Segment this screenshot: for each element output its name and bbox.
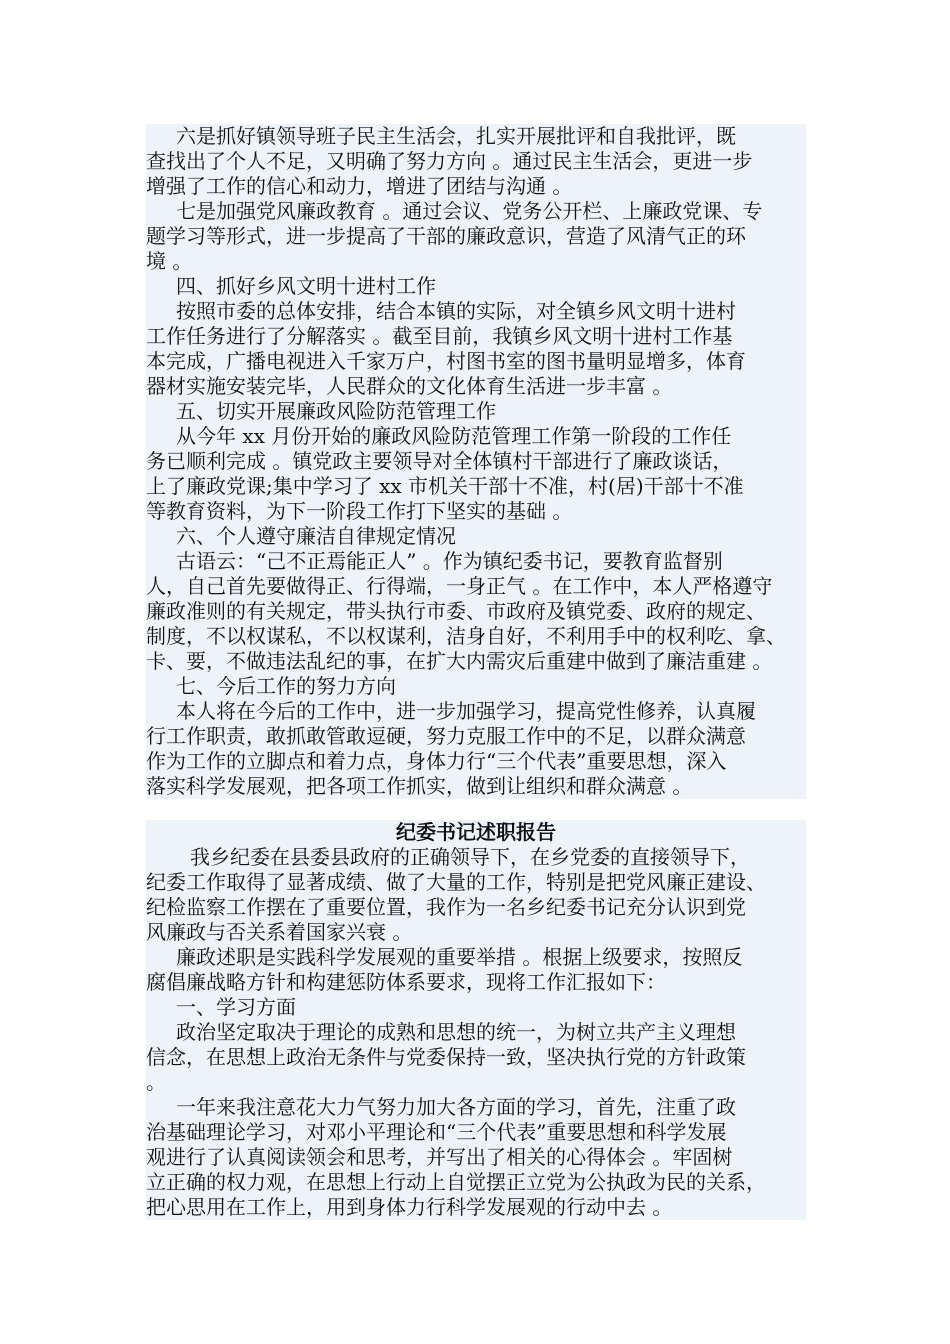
- paragraph-line: 务已顺利完成 。镇党政主要领导对全体镇村干部进行了廉政谈话，: [146, 449, 733, 473]
- paragraph-line: 境 。: [146, 249, 193, 273]
- paragraph-line: 人，自己首先要做得正、行得端，一身正气 。在工作中，本人严格遵守: [146, 574, 773, 598]
- paragraph-line: 把心思用在工作上，用到身体力行科学发展观的行动中去 。: [146, 1195, 673, 1219]
- paragraph-line: 工作任务进行了分解落实 。截至目前，我镇乡风文明十进村工作基: [146, 324, 733, 348]
- paragraph-line: 本人将在今后的工作中，进一步加强学习，提高党性修养，认真履: [176, 699, 756, 723]
- paragraph-line: 一年来我注意花大力气努力加大各方面的学习，首先，注重了政: [176, 1095, 736, 1119]
- paragraph-line: 我乡纪委在县委县政府的正确领导下，在乡党委的直接领导下，: [190, 845, 750, 869]
- paragraph-line: 廉政准则的有关规定，带头执行市委、市政府及镇党委、政府的规定、: [146, 599, 766, 623]
- paragraph-line: 治基础理论学习，对邓小平理论和“三个代表”重要思想和科学发展: [146, 1120, 727, 1144]
- paragraph-line: 腐倡廉战略方针和构建惩防体系要求，现将工作汇报如下：: [146, 970, 666, 994]
- paragraph-line: 纪委工作取得了显著成绩、做了大量的工作，特别是把党风廉正建设、: [146, 870, 766, 894]
- paragraph-line: 风廉政与否关系着国家兴衰 。: [146, 920, 413, 944]
- paragraph-line: 七是加强党风廉政教育 。通过会议、党务公开栏、上廉政党课、专: [176, 199, 763, 223]
- paragraph-line: 上了廉政党课;集中学习了 xx 市机关干部十不准，村(居)干部十不准: [146, 474, 744, 498]
- paragraph-line: 本完成，广播电视进入千家万户，村图书室的图书量明显增多，体育: [146, 349, 746, 373]
- paragraph-line: 作为工作的立脚点和着力点，身体力行“三个代表”重要思想，深入: [146, 749, 727, 773]
- paragraph-line: 古语云：“己不正焉能正人” 。作为镇纪委书记，要教育监督别: [176, 549, 723, 573]
- paragraph-line: 制度，不以权谋私，不以权谋利，洁身自好，不利用手中的权利吃、拿、: [146, 624, 786, 648]
- paragraph-line: 器材实施安装完毕，人民群众的文化体育生活进一步丰富 。: [146, 374, 673, 398]
- paragraph-line: 卡、要，不做违法乱纪的事，在扩大内需灾后重建中做到了廉洁重建 。: [146, 649, 773, 673]
- report-title: 纪委书记述职报告: [396, 820, 556, 844]
- section-heading: 五、切实开展廉政风险防范管理工作: [176, 399, 496, 423]
- section-heading: 六、个人遵守廉洁自律规定情况: [176, 524, 456, 548]
- section-heading: 一、学习方面: [176, 995, 296, 1019]
- paragraph-line: 按照市委的总体安排，结合本镇的实际，对全镇乡风文明十进村: [176, 299, 736, 323]
- paragraph-line: 立正确的权力观，在思想上行动上自觉摆正立党为公执政为民的关系，: [146, 1170, 766, 1194]
- section-heading: 四、抓好乡风文明十进村工作: [176, 274, 436, 298]
- section-heading: 七、今后工作的努力方向: [176, 674, 396, 698]
- paragraph-line: 。: [146, 1070, 166, 1094]
- report-section-1: [146, 124, 806, 799]
- report-section-2: [146, 820, 806, 1220]
- paragraph-line: 政治坚定取决于理论的成熟和思想的统一，为树立共产主义理想: [176, 1020, 736, 1044]
- paragraph-line: 落实科学发展观，把各项工作抓实，做到让组织和群众满意 。: [146, 774, 693, 798]
- paragraph-line: 六是抓好镇领导班子民主生活会，扎实开展批评和自我批评，既: [176, 124, 736, 148]
- paragraph-line: 增强了工作的信心和动力，增进了团结与沟通 。: [146, 174, 573, 198]
- paragraph-line: 等教育资料，为下一阶段工作打下坚实的基础 。: [146, 499, 573, 523]
- paragraph-line: 查找出了个人不足，又明确了努力方向 。通过民主生活会，更进一步: [146, 149, 753, 173]
- paragraph-line: 纪检监察工作摆在了重要位置，我作为一名乡纪委书记充分认识到党: [146, 895, 746, 919]
- paragraph-line: 行工作职责，敢抓敢管敢逗硬，努力克服工作中的不足，以群众满意: [146, 724, 746, 748]
- paragraph-line: 廉政述职是实践科学发展观的重要举措 。根据上级要求，按照反: [176, 945, 743, 969]
- paragraph-line: 从今年 xx 月份开始的廉政风险防范管理工作第一阶段的工作任: [176, 424, 732, 448]
- paragraph-line: 观进行了认真阅读领会和思考，并写出了相关的心得体会 。牢固树: [146, 1145, 733, 1169]
- paragraph-line: 信念，在思想上政治无条件与党委保持一致，坚决执行党的方针政策: [146, 1045, 746, 1069]
- paragraph-line: 题学习等形式，进一步提高了干部的廉政意识，营造了风清气正的环: [146, 224, 746, 248]
